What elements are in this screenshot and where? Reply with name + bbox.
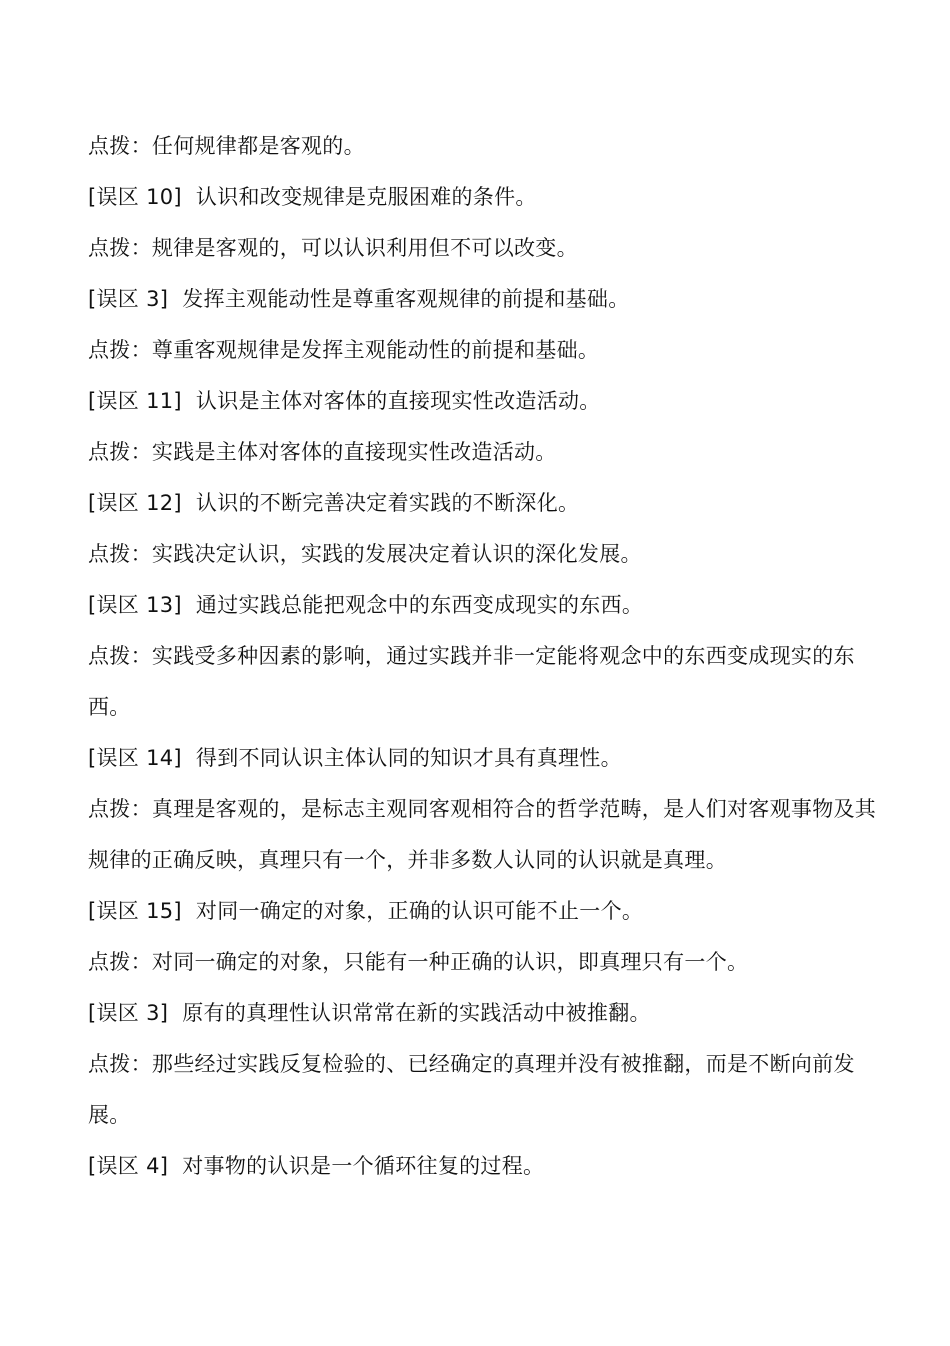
error-label: [误区 11] xyxy=(88,389,182,413)
error-text: 认识的不断完善决定着实践的不断深化。 xyxy=(195,491,580,515)
hint-text: 实践决定认识，实践的发展决定着认识的深化发展。 xyxy=(151,542,642,566)
error-text: 认识是主体对客体的直接现实性改造活动。 xyxy=(195,389,601,413)
hint-line xyxy=(88,427,878,478)
error-line xyxy=(88,580,878,631)
error-label: [误区 10] xyxy=(88,185,182,209)
error-label: [误区 3] xyxy=(88,1001,169,1025)
hint-line xyxy=(88,325,878,376)
error-label: [误区 4] xyxy=(88,1154,169,1178)
error-text: 对同一确定的对象，正确的认识可能不止一个。 xyxy=(195,899,644,923)
hint-text: 规律是客观的，可以认识利用但不可以改变。 xyxy=(151,236,578,260)
error-line xyxy=(88,172,878,223)
error-line xyxy=(88,1141,878,1192)
error-label: [误区 3] xyxy=(88,287,169,311)
hint-label: 点拨： xyxy=(88,542,152,566)
hint-label: 点拨： xyxy=(88,797,152,821)
hint-line xyxy=(88,784,878,886)
error-text: 发挥主观能动性是尊重客观规律的前提和基础。 xyxy=(182,287,630,311)
hint-text: 实践受多种因素的影响，通过实践并非一定能将观念中的东西变成现实的东西。 xyxy=(88,644,855,719)
hint-line xyxy=(88,529,878,580)
hint-text: 那些经过实践反复检验的、已经确定的真理并没有被推翻，而是不断向前发展。 xyxy=(88,1052,855,1127)
error-line xyxy=(88,376,878,427)
hint-label: 点拨： xyxy=(88,134,152,158)
hint-text: 真理是客观的，是标志主观同客观相符合的哲学范畴，是人们对客观事物及其规律的正确反映，真理只有一个，并非多数人认同的认识就是真理。 xyxy=(88,797,877,872)
hint-label: 点拨： xyxy=(88,1052,152,1076)
hint-label: 点拨： xyxy=(88,644,152,668)
hint-line xyxy=(88,937,878,988)
document-page xyxy=(88,121,878,1192)
hint-label: 点拨： xyxy=(88,236,152,260)
error-line xyxy=(88,478,878,529)
hint-label: 点拨： xyxy=(88,440,152,464)
error-line xyxy=(88,733,878,784)
error-text: 得到不同认识主体认同的知识才具有真理性。 xyxy=(195,746,622,770)
error-label: [误区 15] xyxy=(88,899,182,923)
error-text: 对事物的认识是一个循环往复的过程。 xyxy=(182,1154,545,1178)
hint-line xyxy=(88,1039,878,1141)
hint-label: 点拨： xyxy=(88,338,152,362)
hint-line xyxy=(88,121,878,172)
error-line xyxy=(88,274,878,325)
hint-text: 对同一确定的对象，只能有一种正确的认识，即真理只有一个。 xyxy=(151,950,749,974)
hint-text: 尊重客观规律是发挥主观能动性的前提和基础。 xyxy=(151,338,600,362)
error-line xyxy=(88,988,878,1039)
hint-line xyxy=(88,631,878,733)
hint-text: 实践是主体对客体的直接现实性改造活动。 xyxy=(151,440,557,464)
error-label: [误区 14] xyxy=(88,746,182,770)
hint-text: 任何规律都是客观的。 xyxy=(151,134,365,158)
error-text: 通过实践总能把观念中的东西变成现实的东西。 xyxy=(195,593,644,617)
hint-label: 点拨： xyxy=(88,950,152,974)
hint-line xyxy=(88,223,878,274)
error-label: [误区 12] xyxy=(88,491,182,515)
error-text: 原有的真理性认识常常在新的实践活动中被推翻。 xyxy=(182,1001,651,1025)
error-text: 认识和改变规律是克服困难的条件。 xyxy=(195,185,537,209)
error-line xyxy=(88,886,878,937)
error-label: [误区 13] xyxy=(88,593,182,617)
